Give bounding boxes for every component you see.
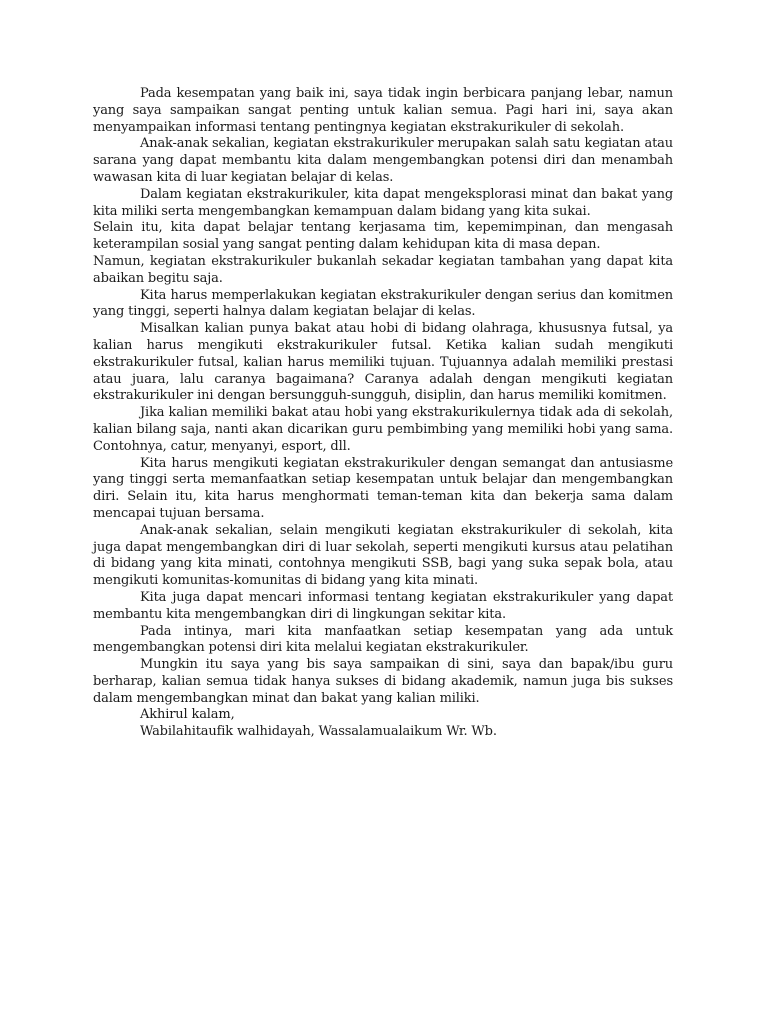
paragraph-conclusion: Pada intinya, mari kita manfaatkan setiap kesempatan yang ada untuk mengembangkan potensi diri kita melalui kegiatan ekstrakurikuler. [93,623,673,656]
paragraph-teamwork: Selain itu, kita dapat belajar tentang kerjasama tim, kepemimpinan, dan mengasah keterampilan sosial yang sangat penting dalam kehidupan kita di masa depan. [93,220,673,253]
paragraph-explore-interest: Dalam kegiatan ekstrakurikuler, kita dapat mengeksplorasi minat dan bakat yang kita miliki serta mengembangkan kemampuan dalam bidang yang kita sukai. [93,186,673,219]
paragraph-not-optional: Namun, kegiatan ekstrakurikuler bukanlah sekadar kegiatan tambahan yang dapat kita abaikan begitu saja. [93,253,673,286]
paragraph-other-hobbies: Jika kalian memiliki bakat atau hobi yang ekstrakurikulernya tidak ada di sekolah, kalian bilang saja, nanti akan dicarikan guru pembimbing yang memiliki hobi yang sama. Contohnya, catur, menyanyi, esport, dll. [93,405,673,454]
paragraph-hope: Mungkin itu saya yang bis saya sampaikan di sini, saya dan bapak/ibu guru berharap, kalian semua tidak hanya sukses di bidang akademik, namun juga bis sukses dalam mengembangkan minat dan bakat yang kalian miliki. [93,657,673,706]
paragraph-find-info: Kita juga dapat mencari informasi tentang kegiatan ekstrakurikuler yang dapat membantu kita mengembangkan diri di lingkungan sekitar kita. [93,589,673,622]
paragraph-definition: Anak-anak sekalian, kegiatan ekstrakurikuler merupakan salah satu kegiatan atau sarana yang dapat membantu kita dalam mengembangkan potensi diri dan menambah wawasan kita di luar kegiatan belajar di kelas. [93,136,673,185]
closing-line: Akhirul kalam, [140,707,235,723]
document-page [93,86,673,741]
closing-salutation: Wabilahitaufik walhidayah, Wassalamualaikum Wr. Wb. [140,724,497,740]
paragraph-opening: Pada kesempatan yang baik ini, saya tidak ingin berbicara panjang lebar, namun yang saya sampaikan sangat penting untuk kalian semua. Pagi hari ini, saya akan menyampaikan informasi tentang pentingnya kegiatan ekstrakurikuler di sekolah. [93,86,673,135]
paragraph-outside-school: Anak-anak sekalian, selain mengikuti kegiatan ekstrakurikuler di sekolah, kita juga dapat mengembangkan diri di luar sekolah, seperti mengikuti kursus atau pelatihan di bidang yang kita minati, contohnya mengikuti SSB, bagi yang suka sepak bola, atau mengikuti komunitas-komunitas di bidang yang kita minati. [93,522,673,589]
paragraph-enthusiasm: Kita harus mengikuti kegiatan ekstrakurikuler dengan semangat dan antusiasme yang tinggi serta memanfaatkan setiap kesempatan untuk belajar dan mengembangkan diri. Selain itu, kita harus menghormati teman-teman kita dan bekerja sama dalam mencapai tujuan bersama. [93,455,673,521]
paragraph-futsal-example: Misalkan kalian punya bakat atau hobi di bidang olahraga, khususnya futsal, ya kalian harus mengikuti ekstrakurikuler futsal. Ketika kalian sudah mengikuti ekstrakurikuler futsal, kalian harus memiliki tujuan. Tujuannya adalah memiliki prestasi atau juara, lalu caranya bagaimana? Caranya adalah dengan mengikuti kegiatan ekstrakurikuler ini dengan bersungguh-sungguh, disiplin, dan harus memiliki komitmen. [93,321,673,404]
paragraph-commitment: Kita harus memperlakukan kegiatan ekstrakurikuler dengan serius dan komitmen yang tinggi, seperti halnya dalam kegiatan belajar di kelas. [93,287,673,320]
